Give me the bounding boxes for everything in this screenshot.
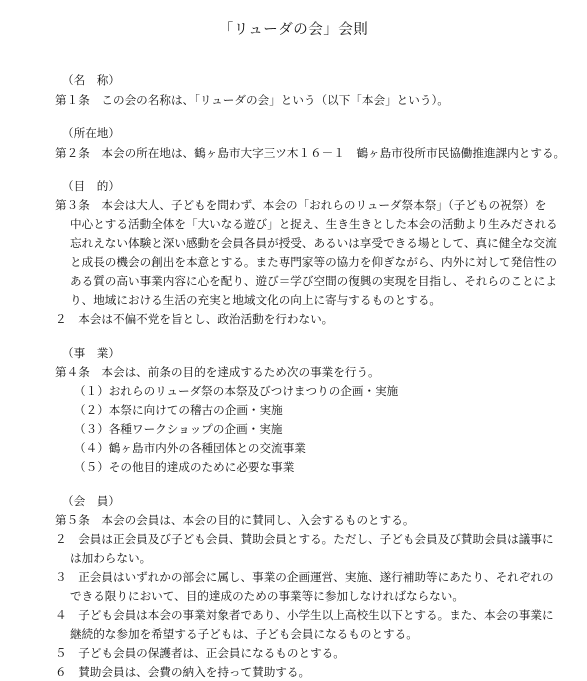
article-1-line: 第１条 この会の名称は、「リューダの会」という（以下「本会」という）。 [55,93,449,107]
article-3-line: 忘れえない体験と深い感動を会員各員が授受、あるいは享受できる場として、真に健全な交流 [70,236,557,250]
article-5-paragraph: ６ 賛助会員は、会費の納入を持って賛助する。 [55,665,311,679]
business-item: （４）鶴ヶ島市内外の各種団体との交流事業 [74,441,306,455]
section-heading-address: （所在地） [62,126,120,140]
section-heading-purpose: （目 的） [62,179,120,193]
business-item: （１）おれらのリューダ祭の本祭及びつけまつりの企画・実施 [74,384,399,398]
article-5-paragraph: ２ 会員は正会員及び子ども会員、賛助会員とする。ただし、子ども会員及び賛助会員は議事に [55,532,554,546]
article-5-line: 第５条 本会の会員は、本会の目的に賛同し、入会するものとする。 [55,513,415,527]
article-5-paragraph: ５ 子ども会員の保護者は、正会員になるものとする。 [55,646,345,660]
business-item: （２）本祭に向けての稽古の企画・実施 [74,403,283,417]
business-item: （５）その他目的達成のために必要な事業 [74,460,295,474]
article-3-line: と成長の機会の創出を本意とする。また専門家等の協力を仰ぎながら、内外に対して発信性の [70,255,557,269]
section-heading-name: （名 称） [62,73,120,87]
article-3-line: ある質の高い事業内容に心を配り、遊び＝学び空間の復興の実現を目指し、それらのことによ [70,274,557,288]
business-item: （３）各種ワークショップの企画・実施 [74,422,283,436]
article-4-line: 第４条 本会は、前条の目的を達成するため次の事業を行う。 [55,365,380,379]
article-5-paragraph-cont: 継続的な参加を希望する子どもは、子ども会員になるものとする。 [70,627,418,641]
document-title: 「リューダの会」会則 [218,22,369,38]
article-5-paragraph: ３ 正会員はいずれかの部会に属し、事業の企画運営、実施、遂行補助等にあたり、それぞれの [55,570,554,584]
section-heading-members: （会 員） [62,494,120,508]
article-5-paragraph: ４ 子ども会員は本会の事業対象者であり、小学生以上高校生以下とする。また、本会の事業に [55,608,554,622]
article-3-line: 第３条 本会は大人、子どもを問わず、本会の「おれらのリューダ祭本祭」（子どもの祝祭）を [55,198,547,212]
section-heading-business: （事 業） [62,346,120,360]
article-5-paragraph-cont: できる限りにおいて、目的達成のための事業等に参加しなければならない。 [70,589,464,603]
article-3-paragraph-2: ２ 本会は不偏不党を旨とし、政治活動を行わない。 [55,312,334,326]
article-3-line: 中心とする活動全体を「大いなる遊び」と捉え、生き生きとした本会の活動より生みだされる [70,217,558,231]
article-2-line: 第２条 本会の所在地は、鶴ヶ島市大字三ツ木１６－１ 鶴ヶ島市役所市民協働推進課内とする。 [55,146,566,160]
article-5-paragraph-cont: は加わらない。 [70,551,152,565]
article-3-line: り、地域における生活の充実と地域文化の向上に寄与するものとする。 [70,293,442,307]
